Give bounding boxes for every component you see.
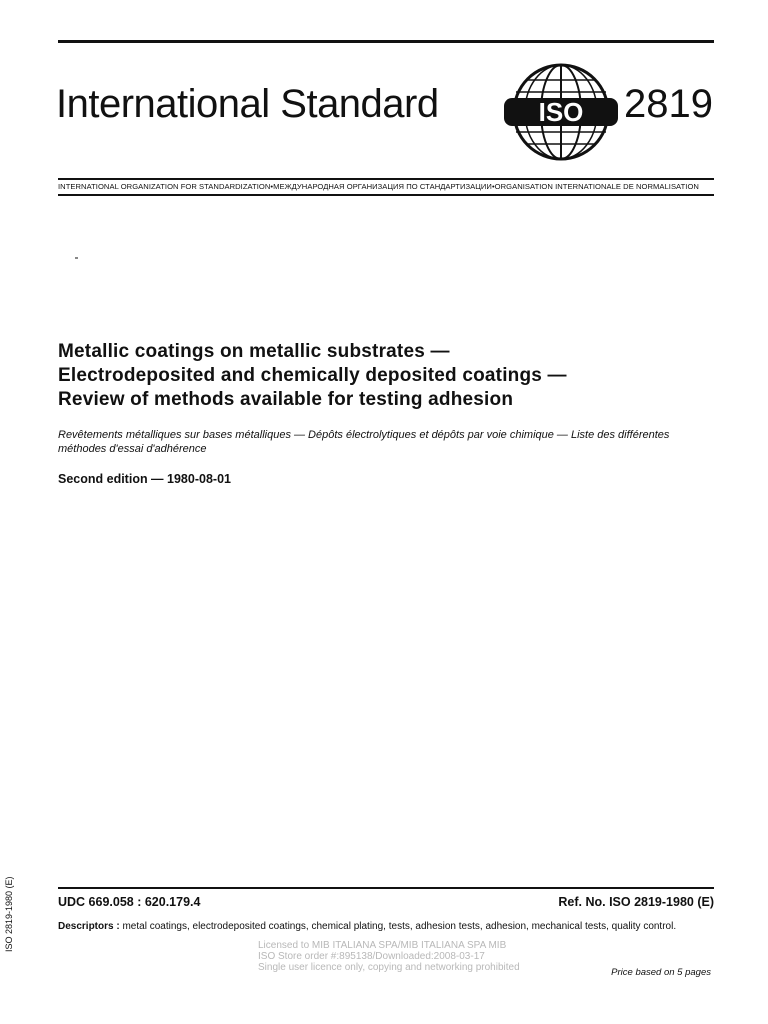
iso-logo (502, 62, 620, 162)
descriptors (58, 921, 718, 932)
title-line-2: Electrodeposited and chemically deposited coatings — (58, 365, 567, 386)
licence-line-2: ISO Store order #:895138/Downloaded:2008-03-17 (258, 951, 485, 962)
org-rule-top (58, 178, 714, 180)
standard-number: 2819 (624, 82, 713, 126)
french-title-line-2: méthodes d'essai d'adhérence (58, 443, 207, 455)
organization-names: INTERNATIONAL ORGANIZATION FOR STANDARDIZATION•МЕЖДУНАРОДНАЯ ОРГАНИЗАЦИЯ ПО СТАНДАРТИЗАЦИИ•ORGANISATION INTERNATIONALE DE NORMALISATION (58, 182, 699, 191)
descriptors-label: Descriptors : (58, 921, 120, 932)
reference-number: Ref. No. ISO 2819-1980 (E) (558, 895, 714, 909)
top-rule (58, 40, 714, 43)
udc-code: UDC 669.058 : 620.179.4 (58, 895, 201, 909)
french-title-line-1: Revêtements métalliques sur bases métalliques — Dépôts électrolytiques et dépôts par voie chimique — Liste des différentes (58, 429, 670, 441)
price-note: Price based on 5 pages (611, 967, 711, 978)
title-line-1: Metallic coatings on metallic substrates — (58, 341, 450, 362)
side-document-code: ISO 2819-1980 (E) (4, 876, 14, 952)
document-type-heading: International Standard (56, 82, 439, 126)
licence-line-1: Licensed to MIB ITALIANA SPA/MIB ITALIANA SPA MIB (258, 940, 507, 951)
iso-logo-text: ISO (538, 97, 584, 127)
title-line-3: Review of methods available for testing adhesion (58, 389, 514, 410)
document-title (58, 340, 718, 412)
org-rule-bottom (58, 194, 714, 196)
licence-line-3: Single user licence only, copying and networking prohibited (258, 962, 520, 973)
french-title (58, 428, 718, 456)
scan-speck (75, 257, 78, 259)
edition-date: Second edition — 1980-08-01 (58, 472, 231, 486)
licence-watermark (258, 940, 520, 973)
footer-rule (58, 887, 714, 889)
descriptors-text: metal coatings, electrodeposited coatings, chemical plating, tests, adhesion tests, adhesion, mechanical tests, quality control. (122, 921, 677, 932)
